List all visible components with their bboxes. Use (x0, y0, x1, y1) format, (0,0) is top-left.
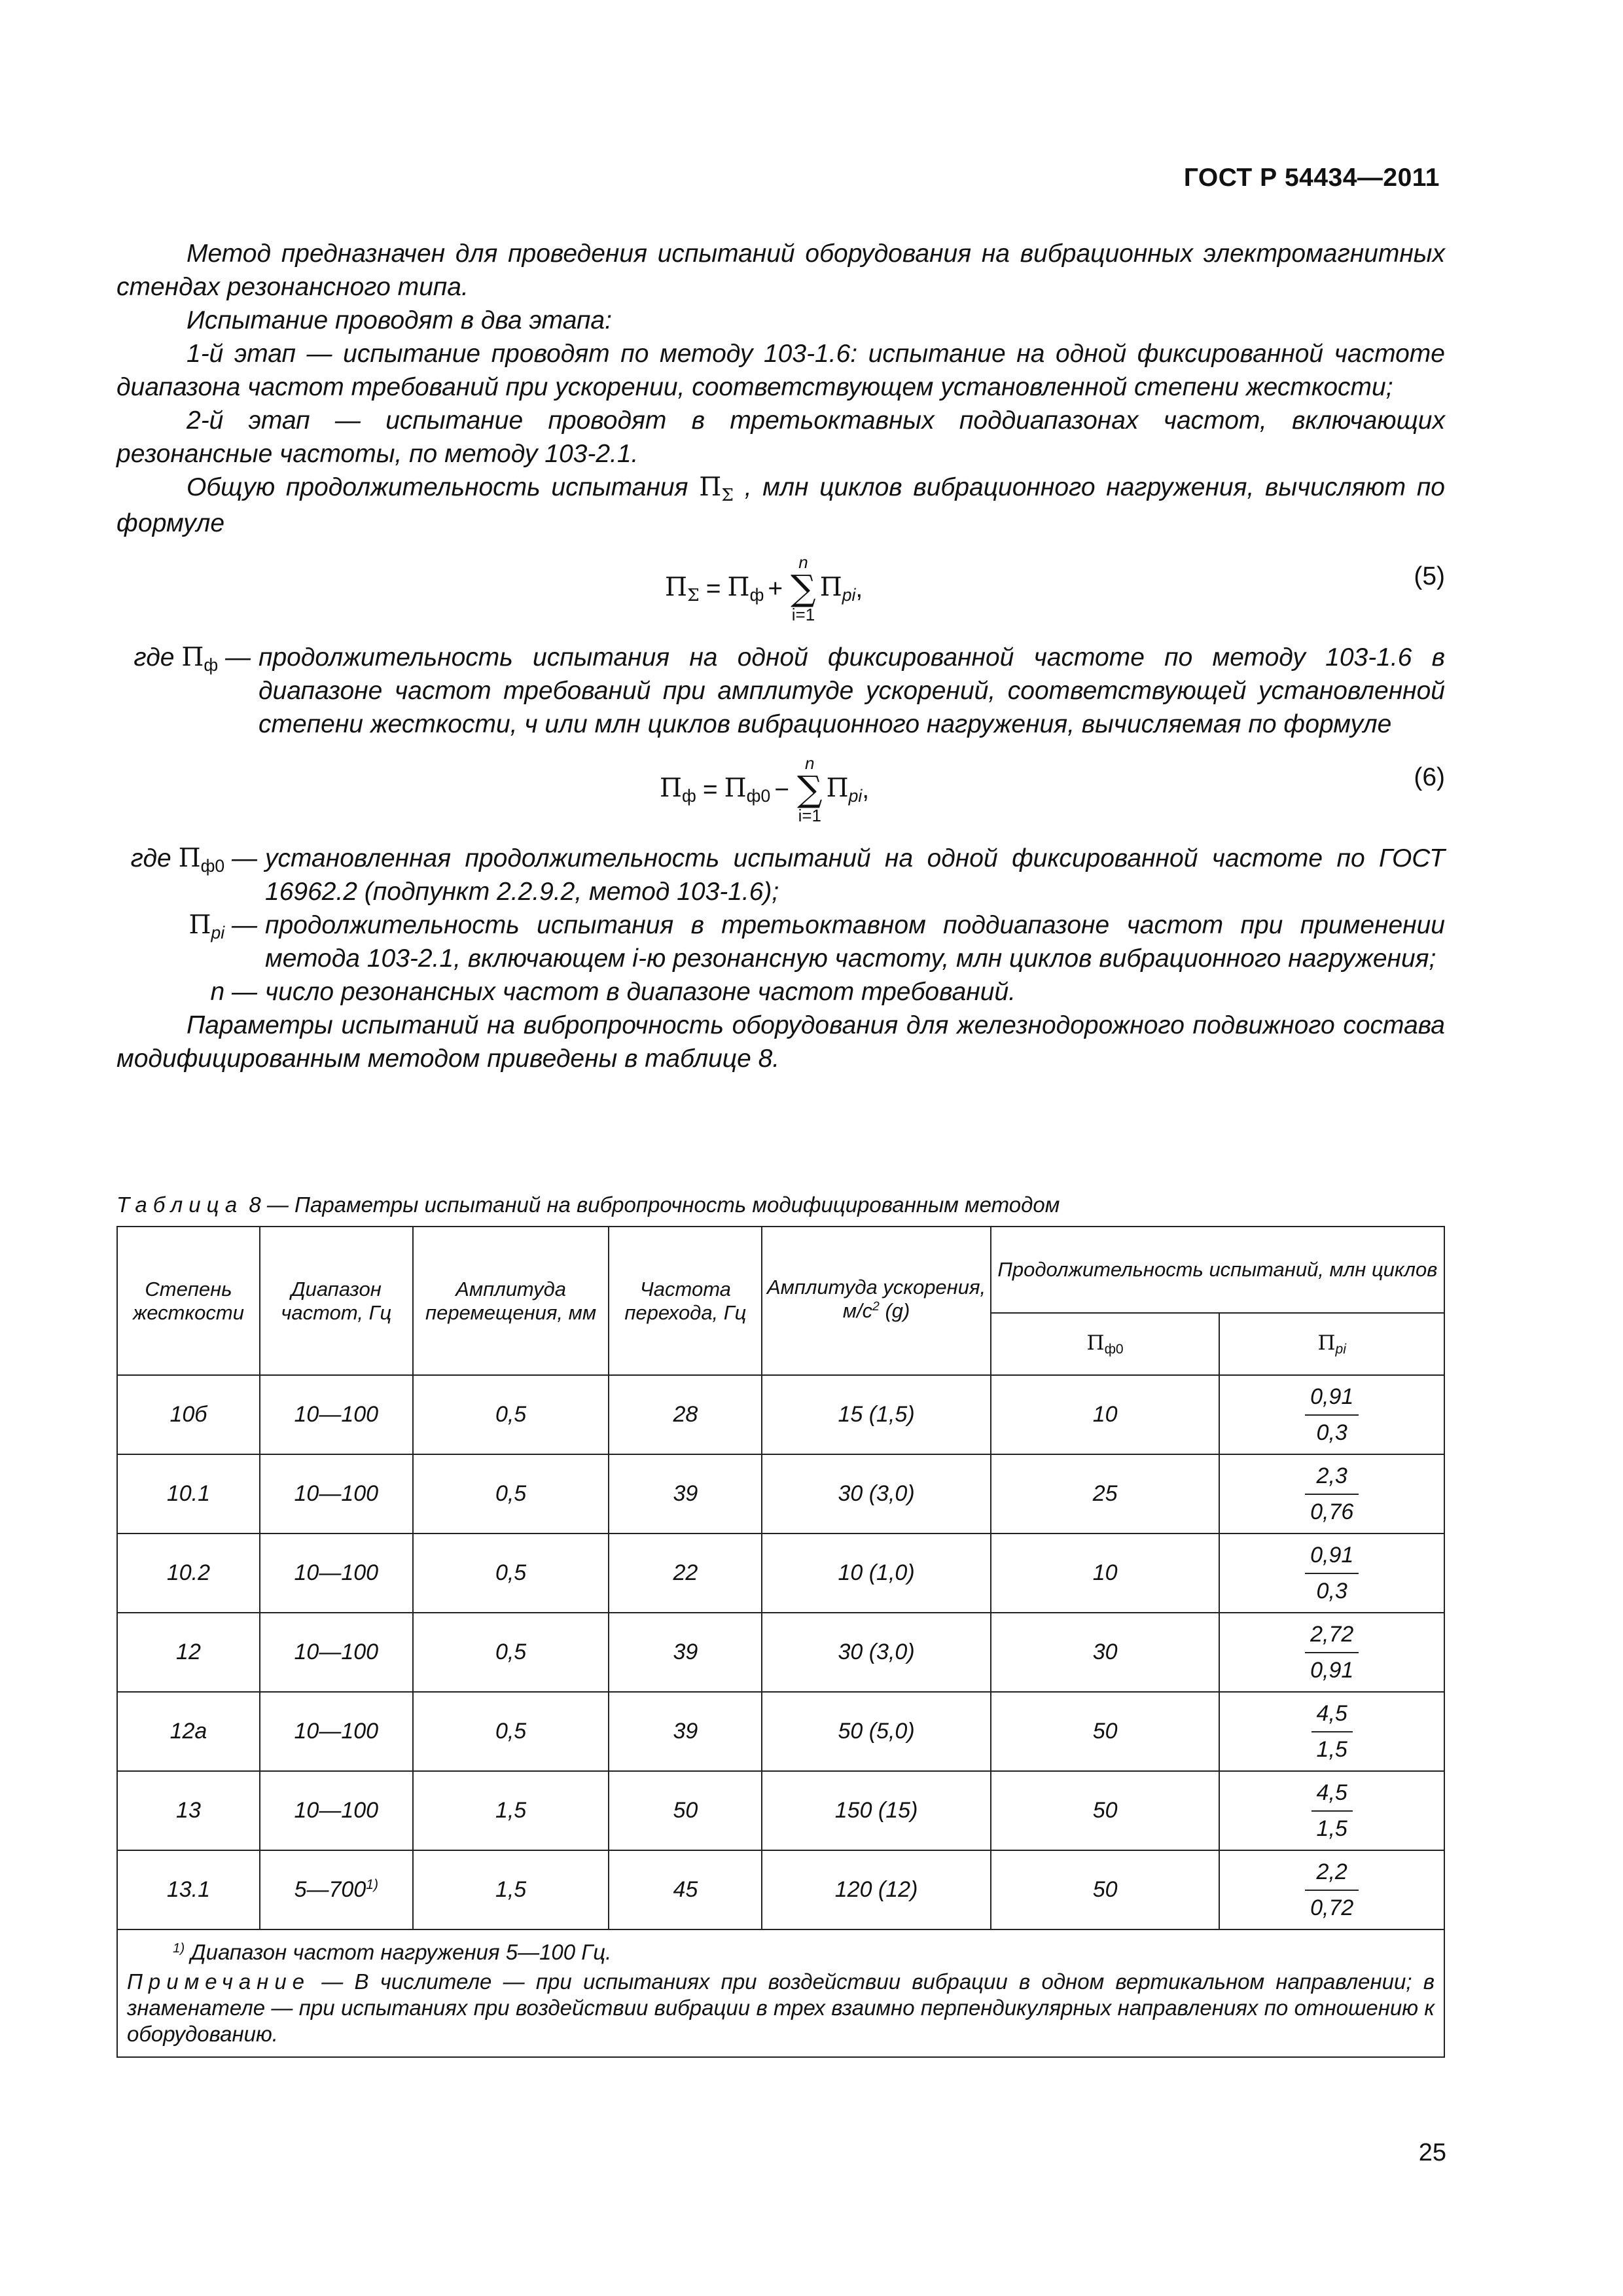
header-p-pi: $П_{pi}$ (1219, 1313, 1444, 1375)
table-row (117, 1454, 1444, 1534)
cell-p-f0: 50 (991, 1771, 1220, 1850)
formula-6: $П_ф$ = $П_{ф0}$ − n ∑ i=1 $П_{pi}$ , (6) (660, 753, 1445, 825)
cell-frequency-range: 10—100 (260, 1375, 413, 1454)
formula-6-number: (6) (1414, 763, 1445, 791)
cell-displacement: 0,5 (413, 1692, 609, 1771)
cell-frequency-range: 10—100 (260, 1534, 413, 1613)
paragraph-stage-1: 1-й этап — испытание проводят по методу 103-1.6: испытание на одной фиксированной частоте диапазона частот требований при ускорении, соответствующем установленной степени жесткости; (116, 340, 1445, 401)
cell-acceleration: 120 (12) (762, 1850, 991, 1929)
cell-displacement: 0,5 (413, 1454, 609, 1534)
cell-p-f0: 30 (991, 1613, 1220, 1692)
definition-p-f0: где $П_{ф0}$ — установленная продолжительность испытаний на одной фиксированной частоте по ГОСТ 16962.2 (подпункт 2.2.9.2, метод 103-1.6); (130, 844, 1445, 906)
cell-crossover-frequency: 22 (609, 1534, 762, 1613)
cell-acceleration: 50 (5,0) (762, 1692, 991, 1771)
cell-displacement: 0,5 (413, 1534, 609, 1613)
table-body (117, 1375, 1444, 1929)
header-acceleration-amplitude: Амплитуда ускорения, $м/с^2$ (g) (762, 1227, 991, 1375)
header-frequency-range: Диапазон частот, Гц (260, 1227, 413, 1375)
cell-displacement: 0,5 (413, 1375, 609, 1454)
cell-displacement: 1,5 (413, 1850, 609, 1929)
body-text (116, 237, 1445, 1075)
definition-p-f: где $П_ф$ — продолжительность испытания на одной фиксированной частоте по методу 103-1.6 в диапазоне частот требований при амплитуде ускорений, соответствующей установленной степени жесткости, ч или млн циклов вибрационного нагружения, вычисляемая по формуле (134, 643, 1445, 738)
sum-sign: n ∑ i=1 (797, 753, 823, 825)
cell-p-pi: $\frac{2,3}{0,76}$ (1219, 1454, 1444, 1534)
paragraph-table-ref: Параметры испытаний на вибропрочность оборудования для железнодорожного подвижного состава модифицированным методом приведены в таблице 8. (116, 1011, 1445, 1073)
table-row (117, 1375, 1444, 1454)
table-row (117, 1771, 1444, 1850)
formula-5-number: (5) (1414, 562, 1445, 590)
cell-acceleration: 30 (3,0) (762, 1613, 991, 1692)
cell-p-f0: 10 (991, 1375, 1220, 1454)
formula-5: $П_\Sigma$ = $П_ф$ + n ∑ i=1 $П_{pi}$ , (5) (665, 552, 1445, 624)
cell-severity: 10.1 (117, 1454, 260, 1534)
cell-p-pi: $\frac{0,91}{0,3}$ (1219, 1375, 1444, 1454)
document-header: ГОСТ Р 54434—2011 (1183, 164, 1440, 192)
table-row (117, 1534, 1444, 1613)
cell-severity: 10б (117, 1375, 260, 1454)
cell-p-pi: $\frac{4,5}{1,5}$ (1219, 1692, 1444, 1771)
cell-frequency-range: 10—100 (260, 1613, 413, 1692)
paragraph-stage-2: 2-й этап — испытание проводят в третьоктавных поддиапазонах частот, включающих резонансные частоты, по методу 103-2.1. (116, 406, 1445, 468)
cell-crossover-frequency: 45 (609, 1850, 762, 1929)
cell-acceleration: 30 (3,0) (762, 1454, 991, 1534)
cell-p-pi: $\frac{2,72}{0,91}$ (1219, 1613, 1444, 1692)
cell-severity: 13.1 (117, 1850, 260, 1929)
cell-crossover-frequency: 28 (609, 1375, 762, 1454)
cell-frequency-range: 10—100 (260, 1454, 413, 1534)
cell-severity: 12а (117, 1692, 260, 1771)
paragraph-total-duration: Общую продолжительность испытания $П_\Sigma$ , млн циклов вибрационного нагружения, вычисляют по формуле (116, 473, 1445, 537)
cell-crossover-frequency: 39 (609, 1692, 762, 1771)
header-severity: Степень жесткости (117, 1227, 260, 1375)
table-8 (116, 1226, 1445, 2058)
cell-p-f0: 50 (991, 1850, 1220, 1929)
cell-displacement: 0,5 (413, 1613, 609, 1692)
paragraph-stages: Испытание проводят в два этапа: (187, 306, 612, 334)
cell-p-f0: 25 (991, 1454, 1220, 1534)
paragraph-method: Метод предназначен для проведения испытаний оборудования на вибрационных электромагнитных стендах резонансного типа. (116, 240, 1445, 301)
definition-n: n — число резонансных частот в диапазоне частот требований. (210, 978, 1016, 1006)
header-p-f0: $П_{ф0}$ (991, 1313, 1220, 1375)
cell-severity: 12 (117, 1613, 260, 1692)
cell-p-f0: 10 (991, 1534, 1220, 1613)
cell-crossover-frequency: 39 (609, 1454, 762, 1534)
cell-acceleration: 15 (1,5) (762, 1375, 991, 1454)
cell-p-pi: $\frac{4,5}{1,5}$ (1219, 1771, 1444, 1850)
cell-severity: 13 (117, 1771, 260, 1850)
table-notes (117, 1929, 1444, 2057)
cell-crossover-frequency: 50 (609, 1771, 762, 1850)
table-caption: Таблица 8 — Параметры испытаний на вибропрочность модифицированным методом (116, 1193, 1060, 1217)
cell-acceleration: 10 (1,0) (762, 1534, 991, 1613)
cell-crossover-frequency: 39 (609, 1613, 762, 1692)
header-crossover-frequency: Частота перехода, Гц (609, 1227, 762, 1375)
cell-p-pi: $\frac{2,2}{0,72}$ (1219, 1850, 1444, 1929)
cell-acceleration: 150 (15) (762, 1771, 991, 1850)
cell-displacement: 1,5 (413, 1771, 609, 1850)
table-row (117, 1692, 1444, 1771)
header-displacement-amplitude: Амплитуда перемещения, мм (413, 1227, 609, 1375)
sum-sign: n ∑ i=1 (791, 552, 816, 624)
table-row (117, 1613, 1444, 1692)
cell-p-pi: $\frac{0,91}{0,3}$ (1219, 1534, 1444, 1613)
header-duration: Продолжительность испытаний, млн циклов (991, 1227, 1444, 1313)
cell-p-f0: 50 (991, 1692, 1220, 1771)
cell-frequency-range: 10—100 (260, 1692, 413, 1771)
cell-frequency-range: 5—700$^{1)}$ (260, 1850, 413, 1929)
cell-severity: 10.2 (117, 1534, 260, 1613)
page-number: 25 (1418, 2139, 1446, 2166)
cell-frequency-range: 10—100 (260, 1771, 413, 1850)
table-note: Примечание — В числителе — при испытаниях при воздействии вибрации в одном вертикальном направлении; в знаменателе — при испытаниях при воздействии вибрации в трех взаимно перпендикулярных направлениях по отношению к оборудованию. (127, 1969, 1435, 2046)
table-footnote: $^{1)}$ Диапазон частот нагружения 5—100 Гц. (173, 1940, 612, 1964)
definition-p-pi: $П_{pi}$ — продолжительность испытания в третьоктавном поддиапазоне частот при применении метода 103-2.1, включающем i-ю резонансную частоту, млн циклов вибрационного нагружения; (188, 910, 1445, 973)
table-row (117, 1850, 1444, 1929)
symbol-p-sigma: $П_\Sigma$ (699, 473, 734, 506)
